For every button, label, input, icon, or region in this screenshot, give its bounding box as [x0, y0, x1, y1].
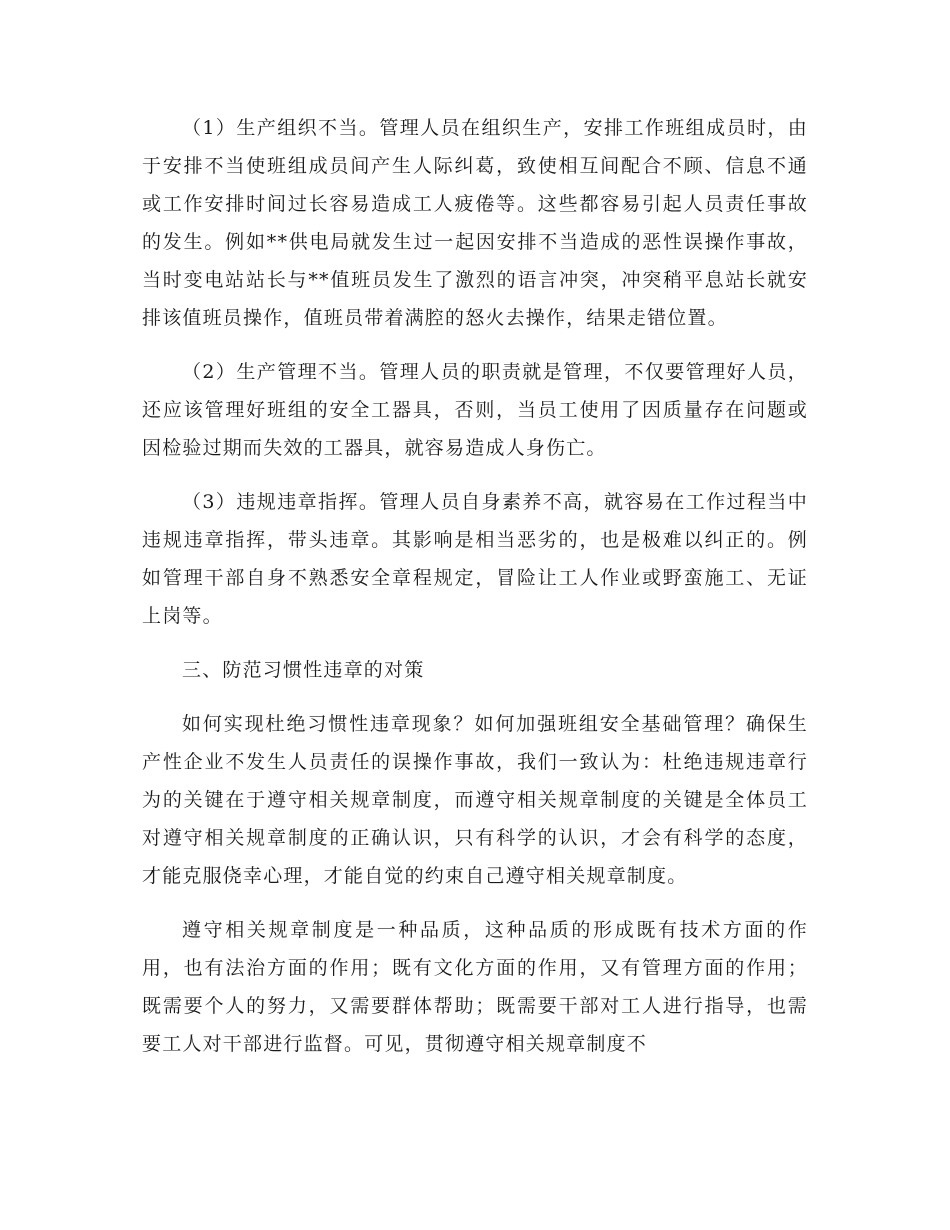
document-body: [142, 109, 808, 1063]
paragraph-how-to-prevent: 如何实现杜绝习惯性违章现象？如何加强班组安全基础管理？确保生产性企业不发生人员责任的误操作事故，我们一致认为：杜绝违规违章行为的关键在于遵守相关规章制度，而遵守相关规章制度的关键是全体员工对遵守相关规章制度的正确认识，只有科学的认识，才会有科学的态度，才能克服侥幸心理，才能自觉的约束自己遵守相关规章制度。: [142, 713, 808, 887]
section-heading-countermeasures: 三、防范习惯性违章的对策: [182, 659, 425, 681]
paragraph-rule-compliance: 遵守相关规章制度是一种品质，这种品质的形成既有技术方面的作用，也有法治方面的作用；既有文化方面的作用，又有管理方面的作用；既需要个人的努力，又需要群体帮助；既需要干部对工人进行指导，也需要工人对干部进行监督。可见，贯彻遵守相关规章制度不: [142, 919, 808, 1055]
paragraph-illegal-command: （3）违规违章指挥。管理人员自身素养不高，就容易在工作过程当中违规违章指挥，带头违章。其影响是相当恶劣的，也是极难以纠正的。例如管理干部自身不熟悉安全章程规定，冒险让工人作业或野蛮施工、无证上岗等。: [142, 491, 808, 627]
paragraph-production-organization: （1）生产组织不当。管理人员在组织生产，安排工作班组成员时，由于安排不当使班组成员间产生人际纠葛，致使相互间配合不顾、信息不通或工作安排时间过长容易造成工人疲倦等。这些都容易引起人员责任事故的发生。例如**供电局就发生过一起因安排不当造成的恶性误操作事故，当时变电站站长与**值班员发生了激烈的语言冲突，冲突稍平息站长就安排该值班员操作，值班员带着满腔的怒火去操作，结果走错位置。: [142, 117, 808, 329]
paragraph-production-management: （2）生产管理不当。管理人员的职责就是管理，不仅要管理好人员，还应该管理好班组的安全工器具，否则，当员工使用了因质量存在问题或因检验过期而失效的工器具，就容易造成人身伤亡。: [142, 361, 808, 459]
